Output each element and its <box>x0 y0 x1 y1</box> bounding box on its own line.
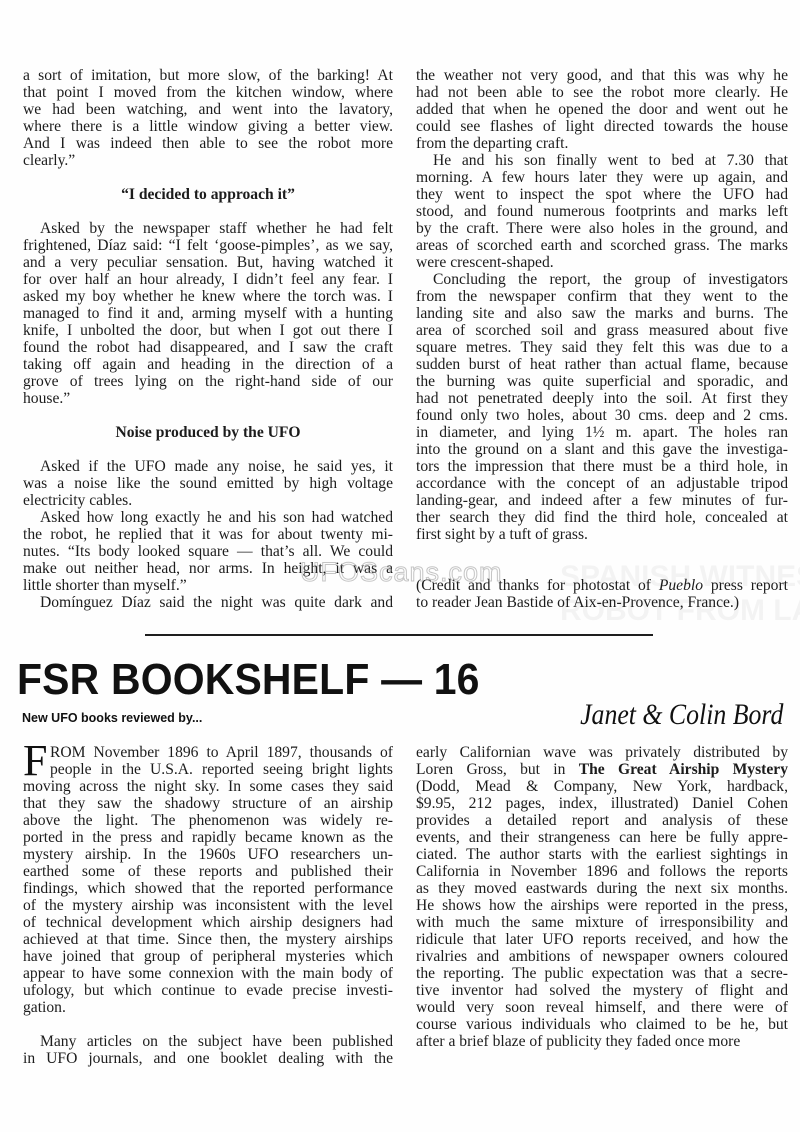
text-line: gation. <box>23 999 66 1016</box>
drop-cap: F <box>23 736 48 785</box>
publication-name: Pueblo <box>658 577 704 594</box>
text-line: ROM November 1896 to April 1897, thousands of <box>50 744 393 761</box>
text-line: Asked by the newspaper staff whether he had felt <box>40 220 393 237</box>
text-line: Asked how long exactly he and his son had watched <box>40 509 393 526</box>
text-line <box>416 761 788 778</box>
text-line: moving across the night sky. In some cases they said <box>23 778 393 795</box>
text-line: morning. A few hours later they were up again, and <box>416 169 788 186</box>
text-line: Many articles on the subject have been published <box>40 1033 393 1050</box>
section-kicker: New UFO books reviewed by... <box>22 711 203 725</box>
paragraph <box>416 744 788 1050</box>
text-line: provides a detailed report and analysis of these <box>416 812 788 829</box>
text-line: sudden burst of heat rather than actual flame, because <box>416 356 788 373</box>
text-line: from the newspaper confirm that they went to the <box>416 288 788 305</box>
book-title: The Great Airship Mystery <box>578 761 789 778</box>
section-divider <box>145 634 653 636</box>
text-line: as they moved eastwards during the next six months. <box>416 880 788 897</box>
text-line: managed to find it and, arming myself with a hunting <box>23 305 393 322</box>
text-line: ufology, but which continue to evade precise investi- <box>23 982 393 999</box>
text-line: landing-gear, and indeed after a few minutes of fur- <box>416 492 788 509</box>
text-line: after a brief blaze of publicity they faded once more <box>416 1033 741 1050</box>
text-line: tive inventor had solved the mystery of flight and <box>416 982 788 999</box>
text-line: that they saw the shadowy structure of an airship <box>23 795 393 812</box>
text-line: the burning was quite superficial and sporadic, and <box>416 373 788 390</box>
text-line: ridicule that later UFO reports received, and how the <box>416 931 788 948</box>
text-line: electricity cables. <box>23 492 133 509</box>
text-line: we had been watching, and went into the lavatory, <box>23 101 393 118</box>
paragraph <box>416 152 788 271</box>
spacer <box>23 441 393 458</box>
text-line: was a noise like the sound emitted by high voltage <box>23 475 393 492</box>
text-line: they went to inspect the spot where the UFO had <box>416 186 788 203</box>
text-line: had not penetrated deeply into the soil. At first they <box>416 390 788 407</box>
text-line: and a very peculiar sensation. But, having watched it <box>23 254 393 271</box>
text-line: knife, I unbolted the door, but when I got out there I <box>23 322 393 339</box>
credit-text: press report <box>703 577 788 594</box>
text-line: $9.95, 212 pages, index, illustrated) Daniel Cohen <box>416 795 788 812</box>
text-line: rivalries and ambitions of newspaper owners coloured <box>416 948 788 965</box>
paragraph <box>23 220 393 407</box>
text-line: appear to have some connexion with the main body of <box>23 965 393 982</box>
text-line: above the light. The phenomenon was widely re- <box>23 812 393 829</box>
text-line: ther search they did find the third hole, concealed at <box>416 509 788 526</box>
review-left-column <box>23 736 393 1067</box>
text-line: areas of scorched earth and scorched grass. The marks <box>416 237 788 254</box>
text-line: in diameter, and lying 1½ m. apart. The holes ran <box>416 424 788 441</box>
text-line: that point I moved from the kitchen window, where <box>23 84 393 101</box>
text-line: where there is a little window giving a better view. <box>23 118 393 135</box>
text-line: frightened, Díaz said: “I felt ‘goose-pimples’, as we say, <box>23 237 393 254</box>
credit-text: (Credit and thanks for photostat of <box>416 577 659 594</box>
text-line: landing site and also saw the marks and burns. The <box>416 305 788 322</box>
text-line: added that when he opened the door and went out he <box>416 101 788 118</box>
paragraph <box>416 67 788 152</box>
paragraph <box>23 594 393 611</box>
spacer <box>416 543 788 560</box>
text-line: people in the U.S.A. reported seeing bright lights <box>50 761 393 778</box>
text-line: of the mystery airship was inconsistent with the level <box>23 897 393 914</box>
text-line: nutes. “Its body looked square — that’s all. We could <box>23 543 393 560</box>
paragraph <box>23 67 393 169</box>
text-line: the robot, he replied that it was for about twenty mi- <box>23 526 393 543</box>
text-line: ported in the press and rapidly became known as the <box>23 829 393 846</box>
text-line: would very soon reveal himself, and there were of <box>416 999 788 1016</box>
paragraph <box>23 736 393 1016</box>
subheading: Noise produced by the UFO <box>115 424 301 441</box>
review-text: Loren Gross, but in <box>416 761 579 778</box>
text-line: into the ground on a slant and this gave the investiga- <box>416 441 788 458</box>
text-line: course various individuals who claimed to be he, but <box>416 1016 788 1033</box>
text-line: found the robot had disappeared, and I saw the craft <box>23 339 393 356</box>
text-line: from the departing craft. <box>416 135 569 152</box>
article-right-column <box>416 67 788 611</box>
text-line: could see flashes of light directed towards the house <box>416 118 788 135</box>
text-line: early Californian wave was privately distributed by <box>416 744 788 761</box>
spacer <box>23 203 393 220</box>
text-line: accordance with the concept of an adjustable tripod <box>416 475 788 492</box>
text-line: He shows how the airships were reported in the press, <box>416 897 788 914</box>
paragraph <box>23 509 393 594</box>
text-line: Asked if the UFO made any noise, he said yes, it <box>40 458 393 475</box>
text-line: by the craft. There were also holes in the ground, and <box>416 220 788 237</box>
text-line: mystery airship. In the 1960s UFO researchers un- <box>23 846 393 863</box>
article-left-column <box>23 67 393 611</box>
text-line: California in November 1896 and follows the reports <box>416 863 788 880</box>
review-right-column <box>416 744 788 1050</box>
section-headline: FSR BOOKSHELF — 16 <box>17 655 480 704</box>
text-line: square metres. They said they felt this was due to a <box>416 339 788 356</box>
paragraph <box>416 271 788 543</box>
text-line: make out neither head, nor arms. In height, it was a <box>23 560 393 577</box>
text-line: a sort of imitation, but more slow, of the barking! At <box>23 67 393 84</box>
spacer <box>23 407 393 424</box>
spacer <box>23 169 393 186</box>
text-line: He and his son finally went to bed at 7.30 that <box>433 152 788 169</box>
text-line: for over half an hour already, I didn’t feel any fear. I <box>23 271 393 288</box>
text-line: findings, which showed that the reported performance <box>23 880 393 897</box>
text-line: of technical development which airship designers had <box>23 914 393 931</box>
text-line: the weather not very good, and that this was why he <box>416 67 788 84</box>
text-line: (Dodd, Mead & Company, New York, hardback, <box>416 778 788 795</box>
text-line: had not been able to see the robot more clearly. He <box>416 84 788 101</box>
text-line: found only two holes, about 30 cms. deep and 2 cms. <box>416 407 788 424</box>
text-line: house.” <box>23 390 71 407</box>
text-line: first sight by a tuft of grass. <box>416 526 588 543</box>
text-line: events, and their strangeness can here be fully appre- <box>416 829 788 846</box>
text-line: tors the impression that there must be a third hole, in <box>416 458 788 475</box>
spacer <box>416 560 788 577</box>
text-line: clearly.” <box>23 152 76 169</box>
text-line: And I was indeed then able to see the robot more <box>23 135 393 152</box>
credit-note <box>416 577 788 611</box>
paragraph <box>23 458 393 509</box>
text-line: little shorter than myself.” <box>23 577 187 594</box>
text-line: asked my boy whether he knew where the torch was. I <box>23 288 393 305</box>
text-line: taking off again and heading in the direction of a <box>23 356 393 373</box>
text-line: were crescent-shaped. <box>416 254 554 271</box>
text-line: in UFO journals, and one booklet dealing with the <box>23 1050 393 1067</box>
text-line: grove of trees lying on the right-hand side of our <box>23 373 393 390</box>
text-line: to reader Jean Bastide of Aix-en-Provence, France.) <box>416 594 740 611</box>
author-byline: Janet & Colin Bord <box>579 698 783 731</box>
paragraph <box>23 1033 393 1067</box>
text-line: stood, and found numerous footprints and marks left <box>416 203 788 220</box>
text-line: area of scorched soil and grass measured about five <box>416 322 788 339</box>
text-line: achieved at that time. Since then, the mystery airships <box>23 931 393 948</box>
text-line: have joined that group of peripheral mysteries which <box>23 948 393 965</box>
text-line: Domínguez Díaz said the night was quite dark and <box>40 594 393 611</box>
text-line: ciated. The author starts with the earliest sightings in <box>416 846 788 863</box>
spacer <box>23 1016 393 1033</box>
text-line: earthed some of these reports and published their <box>23 863 393 880</box>
watermark: UFOScans.com <box>300 557 503 587</box>
subheading: “I decided to approach it” <box>121 186 295 203</box>
text-line <box>416 577 788 594</box>
text-line: Concluding the report, the group of investigators <box>433 271 788 288</box>
text-line: with much the same mixture of irresponsibility and <box>416 914 788 931</box>
text-line: the reporting. The public expectation was that a secre- <box>416 965 788 982</box>
